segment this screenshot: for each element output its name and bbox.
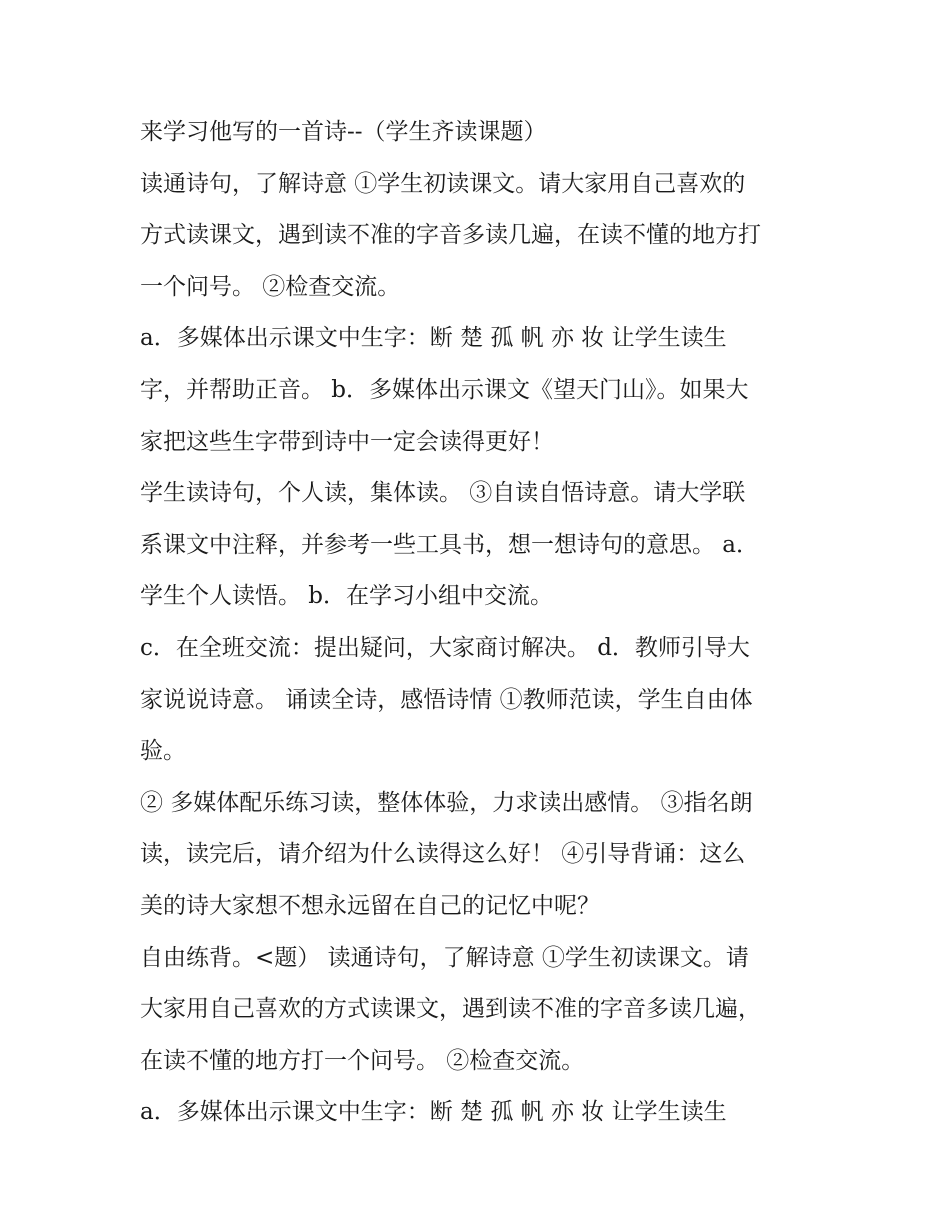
text-line: 自由练背。<题） 读通诗句，了解诗意 ①学生初读课文。请 [140, 944, 749, 971]
text-line: 读，读完后，请介绍为什么读得这么好！ ④引导背诵：这么 [140, 841, 746, 868]
text-line: 家把这些生字带到诗中一定会读得更好！ [140, 428, 554, 455]
document-body [140, 107, 815, 1139]
text-line: 一个问号。 ②检查交流。 [140, 273, 401, 300]
text-line: 学生个人读悟。 b．在学习小组中交流。 [140, 583, 554, 610]
text-line: 系课文中注释，并参考一些工具书，想一想诗句的意思。 a． [140, 531, 760, 558]
text-line: 在读不懂的地方打一个问号。 ②检查交流。 [140, 1047, 585, 1074]
text-line: a．多媒体出示课文中生字：断 楚 孤 帆 亦 妆 让学生读生 [140, 325, 727, 352]
text-line: a．多媒体出示课文中生字：断 楚 孤 帆 亦 妆 让学生读生 [140, 1099, 727, 1126]
text-line: 验。 [140, 738, 186, 765]
text-line: 美的诗大家想不想永远留在自己的记忆中呢？ [140, 892, 600, 919]
text-line: 读通诗句，了解诗意 ①学生初读课文。请大家用自己喜欢的 [140, 170, 746, 197]
text-line: c．在全班交流：提出疑问，大家商讨解决。 d．教师引导大 [140, 634, 750, 661]
text-line: 家说说诗意。 诵读全诗，感悟诗情 ①教师范读，学生自由体 [140, 686, 753, 713]
text-line: 大家用自己喜欢的方式读课文，遇到读不准的字音多读几遍， [140, 996, 761, 1023]
text-line: 学生读诗句，个人读，集体读。 ③自读自悟诗意。请大学联 [140, 480, 746, 507]
text-line: 方式读课文，遇到读不准的字音多读几遍，在读不懂的地方打 [140, 222, 761, 249]
text-line: 来学习他写的一首诗--（学生齐读课题） [140, 119, 547, 145]
text-line: 字，并帮助正音。 b．多媒体出示课文《望天门山》。如果大 [140, 376, 749, 403]
text-line: ② 多媒体配乐练习读，整体体验，力求读出感情。 ③指名朗 [140, 789, 753, 816]
